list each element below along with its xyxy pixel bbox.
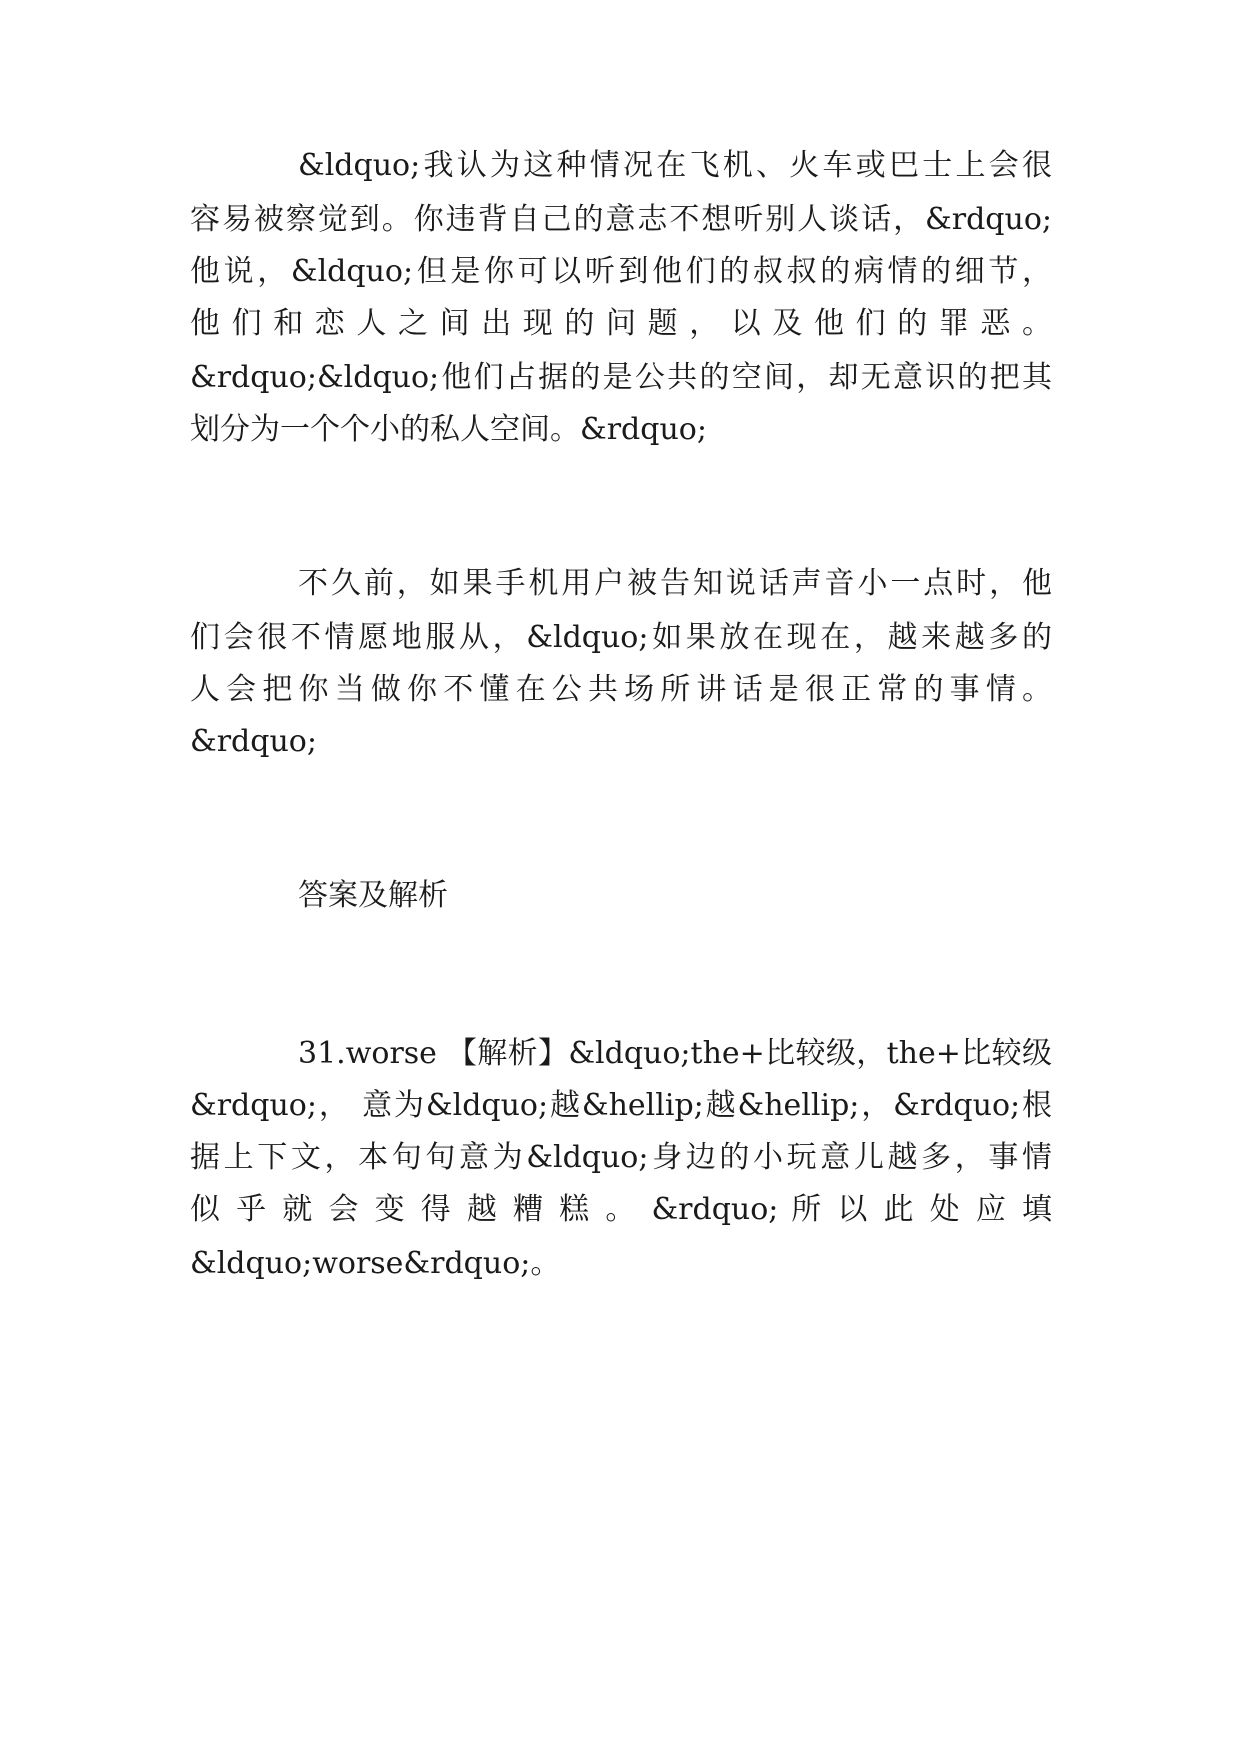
paragraph-3-line-4: 似 乎 就 会 变 得 越 糟 糕 。 &rdquo; 所 以 此 处 应 填: [190, 1192, 1052, 1227]
paragraph-2-line-4: &rdquo;: [190, 724, 317, 759]
paragraph-1-line-3: 他说，&ldquo;但是你可以听到他们的叔叔的病情的细节，: [190, 254, 1052, 289]
answer-heading: 答案及解析: [298, 878, 448, 913]
paragraph-1-line-1: &ldquo;我认为这种情况在飞机、火车或巴士上会很: [298, 148, 1052, 183]
paragraph-1-line-6: 划分为一个个小的私人空间。&rdquo;: [190, 412, 707, 447]
paragraph-1-line-4: 他 们 和 恋 人 之 间 出 现 的 问 题 ， 以 及 他 们 的 罪 恶 。: [190, 306, 1052, 341]
paragraph-1-line-2: 容易被察觉到。你违背自己的意志不想听别人谈话，&rdquo;: [190, 202, 1052, 237]
paragraph-3-line-3: 据上下文，本句句意为&ldquo;身边的小玩意儿越多，事情: [190, 1140, 1052, 1175]
paragraph-3-line-2: &rdquo;， 意为&ldquo;越&hellip;越&hellip;，&rdquo;根: [190, 1088, 1052, 1123]
paragraph-3-line-1: 31.worse 【解析】&ldquo;the+比较级，the+比较级: [298, 1036, 1052, 1071]
paragraph-2-line-3: 人会把你当做你不懂在公共场所讲话是很正常的事情。: [190, 672, 1052, 707]
paragraph-2-line-1: 不久前，如果手机用户被告知说话声音小一点时，他: [298, 566, 1052, 601]
paragraph-3-line-5: &ldquo;worse&rdquo;。: [190, 1246, 561, 1281]
paragraph-2-line-2: 们会很不情愿地服从，&ldquo;如果放在现在，越来越多的: [190, 620, 1052, 655]
paragraph-1-line-5: &rdquo;&ldquo;他们占据的是公共的空间，却无意识的把其: [190, 360, 1052, 395]
